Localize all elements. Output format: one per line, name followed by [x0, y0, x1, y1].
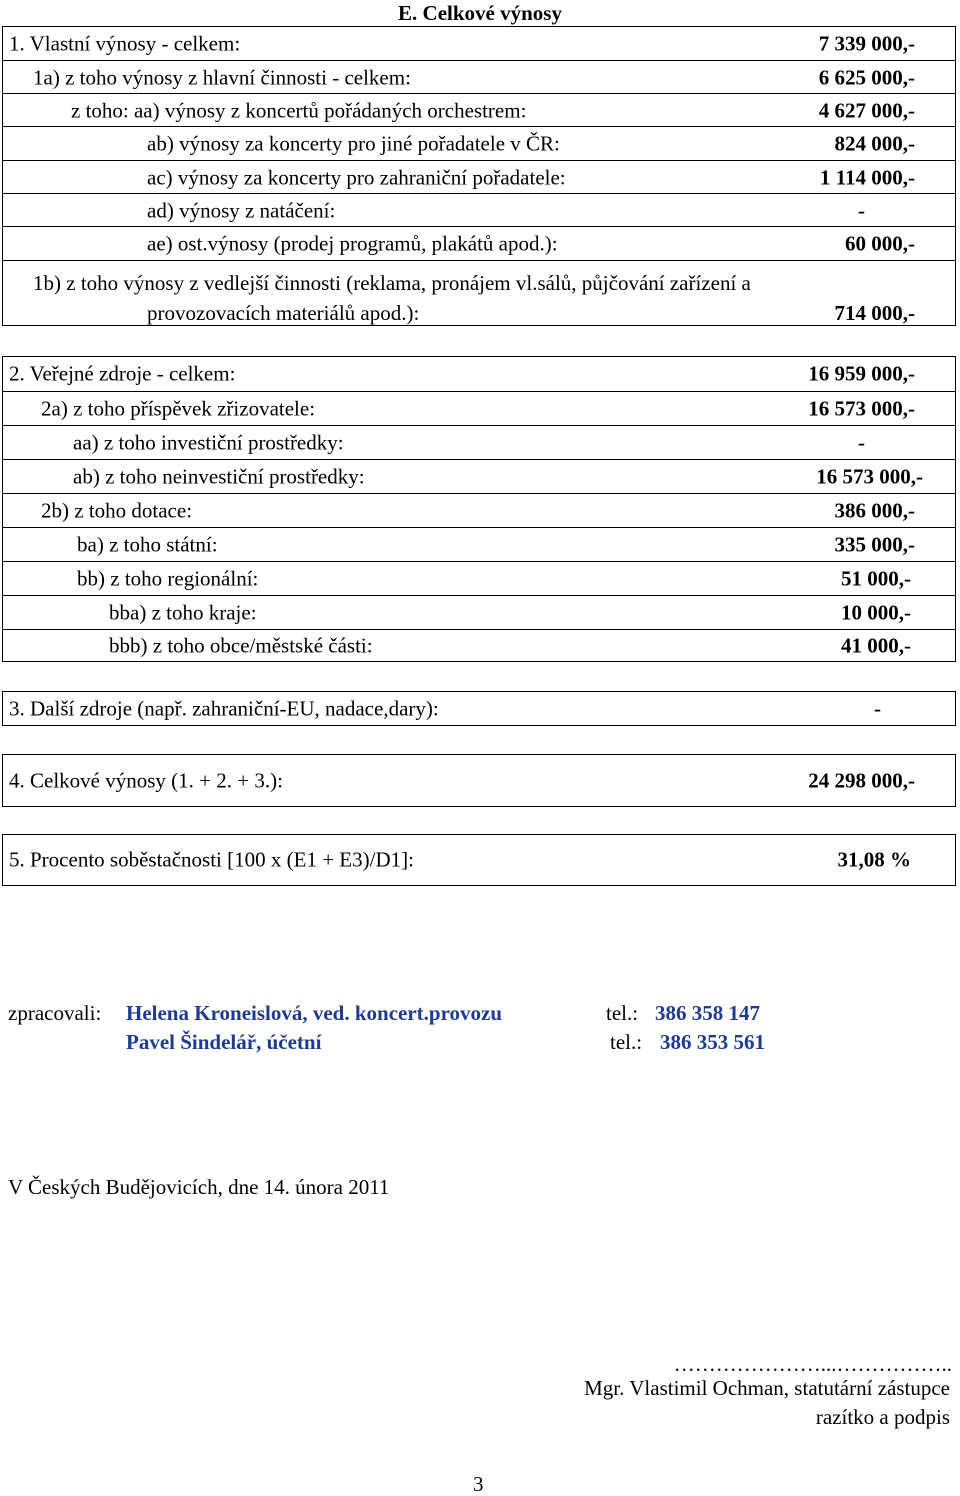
row-label: bba) z toho kraje: — [109, 600, 257, 625]
row-value: 16 573 000,- — [816, 464, 923, 489]
row-label: ba) z toho státní: — [77, 532, 218, 557]
row-label: ac) výnosy za koncerty pro zahraniční pořadatele: — [147, 165, 566, 189]
row-value: 24 298 000,- — [808, 768, 915, 792]
row-value: 16 959 000,- — [808, 361, 915, 386]
row-label: ab) z toho neinvestiční prostředky: — [73, 464, 365, 489]
table-row — [3, 493, 955, 528]
row-value: 1 114 000,- — [819, 165, 915, 189]
row-label: ae) ost.výnosy (prodej programů, plakátů apod.): — [147, 231, 558, 256]
table-row — [3, 260, 955, 326]
table-row — [3, 595, 955, 630]
tel-label-2: tel.: — [610, 1030, 643, 1054]
signatory-name: Mgr. Vlastimil Ochman, statutární zástupce — [584, 1376, 950, 1400]
row-label: 2a) z toho příspěvek zřizovatele: — [41, 396, 316, 421]
stamp-signature-note: razítko a podpis — [815, 1405, 950, 1429]
section-public-sources — [2, 356, 956, 662]
section-other-sources — [2, 691, 956, 726]
row-value: 16 573 000,- — [808, 396, 915, 421]
table-row — [3, 527, 955, 562]
row-value: 60 000,- — [845, 231, 915, 256]
row-label: 1b) z toho výnosy z vedlejší činnosti (reklama, pronájem vl.sálů, půjčování zařízení a — [33, 271, 751, 295]
table-row — [3, 561, 955, 596]
row-value: 6 625 000,- — [818, 65, 915, 89]
row-label: 5. Procento soběstačnosti [100 x (E1 + E3)/D1]: — [9, 847, 414, 872]
table-row — [3, 27, 955, 60]
table-row — [3, 60, 955, 94]
row-value: 714 000,- — [834, 301, 915, 325]
row-value: 51 000,- — [841, 566, 911, 591]
table-row — [3, 93, 955, 127]
table-row — [3, 629, 955, 662]
row-label-continued: provozovacích materiálů apod.): — [147, 301, 420, 325]
row-label: 2. Veřejné zdroje - celkem: — [9, 361, 236, 386]
row-label: 4. Celkové výnosy (1. + 2. + 3.): — [9, 768, 283, 792]
row-label: 1. Vlastní výnosy - celkem: — [9, 31, 241, 55]
row-label: ab) výnosy za koncerty pro jiné pořadatele v ČR: — [147, 131, 560, 156]
row-value: 10 000,- — [841, 600, 911, 625]
row-value: 7 339 000,- — [818, 31, 915, 55]
section-self-sufficiency — [2, 834, 956, 886]
section-own-revenues — [2, 26, 956, 326]
row-value: 4 627 000,- — [818, 98, 915, 122]
row-value: 41 000,- — [841, 633, 911, 658]
page-number: 3 — [473, 1472, 484, 1496]
preparer-name-1: Helena Kroneislová, ved. koncert.provozu — [126, 1001, 503, 1025]
row-label: bbb) z toho obce/městské části: — [109, 633, 373, 658]
table-row — [3, 193, 955, 227]
table-row — [3, 391, 955, 426]
tel-label-1: tel.: — [606, 1001, 639, 1025]
row-label: 3. Další zdroje (např. zahraniční-EU, nadace,dary): — [9, 696, 439, 720]
phone-2: 386 353 561 — [660, 1030, 765, 1054]
table-row — [3, 160, 955, 194]
phone-1: 386 358 147 — [655, 1001, 760, 1025]
table-row — [3, 226, 955, 261]
prepared-label: zpracovali: — [8, 1001, 102, 1025]
row-label: 2b) z toho dotace: — [41, 498, 193, 523]
row-label: z toho: aa) výnosy z koncertů pořádaných orchestrem: — [71, 98, 527, 122]
row-value: - — [874, 696, 881, 720]
table-row — [3, 425, 955, 460]
section-total-revenues — [2, 754, 956, 807]
page-title: E. Celkové výnosy — [398, 1, 562, 25]
row-label: ad) výnosy z natáčení: — [147, 198, 336, 222]
row-value: 824 000,- — [834, 131, 915, 156]
row-value: - — [858, 430, 865, 455]
table-row — [3, 459, 955, 494]
row-value: 386 000,- — [834, 498, 915, 523]
row-label: 1a) z toho výnosy z hlavní činnosti - celkem: — [33, 65, 411, 89]
place-date: V Českých Budějovicích, dne 14. února 2011 — [8, 1175, 390, 1199]
table-row — [3, 357, 955, 391]
signature-line: …………………...…………….. — [673, 1352, 952, 1376]
row-value: 31,08 % — [837, 847, 911, 872]
row-value: 335 000,- — [834, 532, 915, 557]
preparer-name-2: Pavel Šindelář, účetní — [126, 1030, 322, 1054]
table-row — [3, 126, 955, 161]
row-value: - — [858, 198, 865, 222]
row-label: aa) z toho investiční prostředky: — [73, 430, 344, 455]
row-label: bb) z toho regionální: — [77, 566, 259, 591]
